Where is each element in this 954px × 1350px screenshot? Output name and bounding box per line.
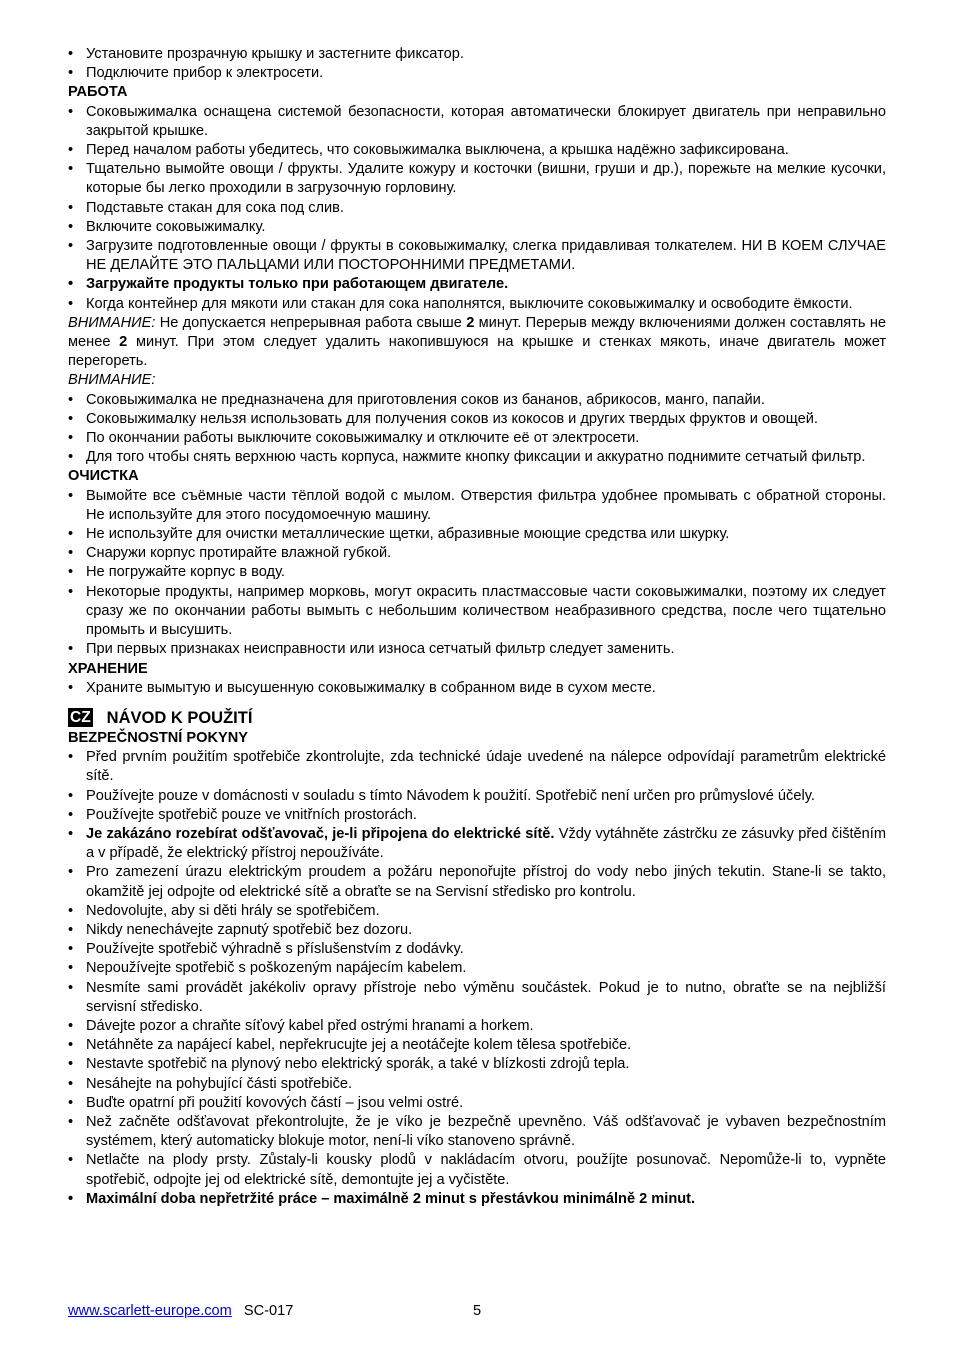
page-number: 5: [473, 1303, 482, 1319]
list-item: • Для того чтобы снять верхнюю часть корпуса, нажмите кнопку фиксации и аккуратно поднимите сетчатый фильтр.: [68, 448, 886, 467]
section-heading-safety: BEZPEČNOSTNÍ POKYNY: [68, 729, 249, 746]
list-item: • Používejte pouze v domácnosti v souladu s tímto Návodem k použití. Spotřebič není určen pro průmyslové účely.: [68, 787, 886, 806]
list-item: • Nestavte spotřebič na plynový nebo elektrický sporák, a také v blízkosti zdrojů tepla.: [68, 1055, 886, 1074]
ru-work-list: [68, 103, 886, 314]
attention-text: Не допускается непрерывная работа свыше: [155, 314, 467, 331]
cz-title-text: NÁVOD K POUŽITÍ: [106, 708, 253, 727]
list-item: • При первых признаках неисправности или износа сетчатый фильтр следует заменить.: [68, 640, 886, 659]
list-item: • По окончании работы выключите соковыжималку и отключите её от электросети.: [68, 429, 886, 448]
list-item: • Nikdy nenechávejte zapnutý spotřebič bez dozoru.: [68, 921, 886, 940]
ru-attention-list: [68, 391, 886, 468]
language-badge: CZ: [70, 709, 91, 727]
list-item: • Когда контейнер для мякоти или стакан для сока наполнятся, выключите соковыжималку и освободите ёмкости.: [68, 295, 886, 314]
list-item: • Не используйте для очистки металлические щетки, абразивные моющие средства или шкурку.: [68, 525, 886, 544]
bold-text: Je zakázáno rozebírat odšťavovač, je-li připojena do elektrické sítě.: [86, 825, 555, 842]
list-item-mixed: [68, 825, 886, 863]
list-item: • Перед началом работы убедитесь, что соковыжималка выключена, а крышка надёжно зафиксирована.: [68, 141, 886, 160]
list-item: • Соковыжималку нельзя использовать для получения соков из кокосов и других твердых фруктов и овощей.: [68, 410, 886, 429]
attention-number: 2: [119, 334, 128, 351]
list-item: • Nepoužívejte spotřebič s poškozeným napájecím kabelem.: [68, 959, 886, 978]
list-item: • Buďte opatrní při použití kovových částí – jsou velmi ostré.: [68, 1094, 886, 1113]
list-item-bold: • Загружайте продукты только при работающем двигателе.: [68, 275, 886, 294]
list-item: • Включите соковыжималку.: [68, 218, 886, 237]
attention-number: 2: [466, 314, 475, 331]
attention-paragraph: [68, 314, 886, 372]
list-item: • Než začněte odšťavovat překontrolujte, že je víko je bezpečně upevněno. Váš odšťavovač je vybaven bezpečnostním systémem, který automaticky blokuje motor, není-li víko stanoveno správně.: [68, 1113, 886, 1151]
list-item: • Соковыжималка оснащена системой безопасности, которая автоматически блокирует двигатель при неправильно закрытой крышке.: [68, 103, 886, 141]
ru-cleaning-list: [68, 487, 886, 660]
attention-text: минут. При этом следует удалить накопившуюся на крышке и стенках мякоть, иначе двигатель может перегореть.: [68, 334, 887, 370]
list-item: • Pro zamezení úrazu elektrickým proudem a požáru neponořujte přístroj do vody nebo jiných tekutin. Stane-li se takto, okamžitě jej odpojte od elektrické sítě a obraťte se na Servisní středisko pro kontrolu.: [68, 863, 886, 901]
list-item: • Nedovolujte, aby si děti hrály se spotřebičem.: [68, 902, 886, 921]
list-item: • Вымойте все съёмные части тёплой водой с мылом. Отверстия фильтра удобнее промывать с обратной стороны. Не используйте для этого посудомоечную машину.: [68, 487, 886, 525]
list-item: • Používejte spotřebič pouze ve vnitřních prostorách.: [68, 806, 886, 825]
section-heading-work: РАБОТА: [68, 84, 128, 101]
ru-intro-list: [68, 45, 886, 83]
list-item: • Тщательно вымойте овощи / фрукты. Удалите кожуру и косточки (вишни, груши и др.), порежьте на мелкие кусочки, которые бы легко проходили в загрузочную горловину.: [68, 160, 886, 198]
list-item-bold: • Maximální doba nepřetržité práce – maximálně 2 minut s přestávkou minimálně 2 minut.: [68, 1190, 886, 1209]
attention-text: минут. Перерыв между включениями должен составлять не менее: [68, 314, 886, 351]
list-item: • Установите прозрачную крышку и застегните фиксатор.: [68, 45, 886, 64]
ru-storage-list: [68, 679, 886, 698]
list-item: • Dávejte pozor a chraňte síťový kabel před ostrými hranami a horkem.: [68, 1017, 886, 1036]
regular-text: Vždy vytáhněte zástrčku ze zásuvky před čištěním a v případě, že elektrický přístroj nepoužíváte.: [86, 825, 887, 862]
list-item: • Před prvním použitím spotřebiče zkontrolujte, zda technické údaje uvedené na nálepce odpovídají parametrům elektrické sítě.: [68, 748, 886, 786]
list-item: • Nesmíte sami provádět jakékoliv opravy přístroje nebo výměnu součástek. Pokud je to nutno, obraťte se na nejbližší servisní středisko.: [68, 979, 886, 1017]
list-item: • Netáhněte za napájecí kabel, nepřekrucujte jej a neotáčejte kolem tělesa spotřebiče.: [68, 1036, 886, 1055]
attention-label: ВНИМАНИЕ:: [68, 372, 156, 389]
list-item: • Подключите прибор к электросети.: [68, 64, 886, 83]
attention-label: ВНИМАНИЕ:: [68, 314, 156, 331]
website-link[interactable]: www.scarlett-europe.com: [68, 1303, 232, 1319]
list-item: • Загрузите подготовленные овощи / фрукты в соковыжималку, слегка придавливая толкателем. НИ В КОЕМ СЛУЧАЕ НЕ ДЕЛАЙТЕ ЭТО ПАЛЬЦАМИ ИЛИ ПОСТОРОННИМИ ПРЕДМЕТАМИ.: [68, 237, 886, 275]
list-item: • Некоторые продукты, например морковь, могут окрасить пластмассовые части соковыжималки, поэтому их следует сразу же по окончании работы вымыть с небольшим количеством неабразивного средства, после чего тщательно промыть и высушить.: [68, 583, 886, 641]
list-item: • Netlačte na plody prsty. Zůstaly-li kousky plodů v nakládacím otvoru, použíjte posunovač. Nepomůže-li to, vypněte spotřebič, odpojte jej od elektrické sítě, demontujte jej a vyčistěte.: [68, 1151, 886, 1189]
list-item: • Подставьте стакан для сока под слив.: [68, 199, 886, 218]
section-heading-storage: ХРАНЕНИЕ: [68, 660, 148, 677]
model-number: SC-017: [243, 1303, 294, 1319]
page-footer: [68, 1302, 886, 1321]
cz-section-title: [68, 707, 886, 729]
cz-safety-list: [68, 748, 886, 1209]
list-item: • Храните вымытую и высушенную соковыжималку в собранном виде в сухом месте.: [68, 679, 886, 698]
list-item: • Používejte spotřebič výhradně s příslušenstvím z dodávky.: [68, 940, 886, 959]
list-item: • Nesáhejte na pohybující části spotřebiče.: [68, 1075, 886, 1094]
section-heading-cleaning: ОЧИСТКА: [68, 468, 139, 485]
list-item: • Не погружайте корпус в воду.: [68, 563, 886, 582]
list-item: • Соковыжималка не предназначена для приготовления соков из бананов, абрикосов, манго, папайи.: [68, 391, 886, 410]
list-item: • Снаружи корпус протирайте влажной губкой.: [68, 544, 886, 563]
manual-page: [68, 45, 886, 1209]
